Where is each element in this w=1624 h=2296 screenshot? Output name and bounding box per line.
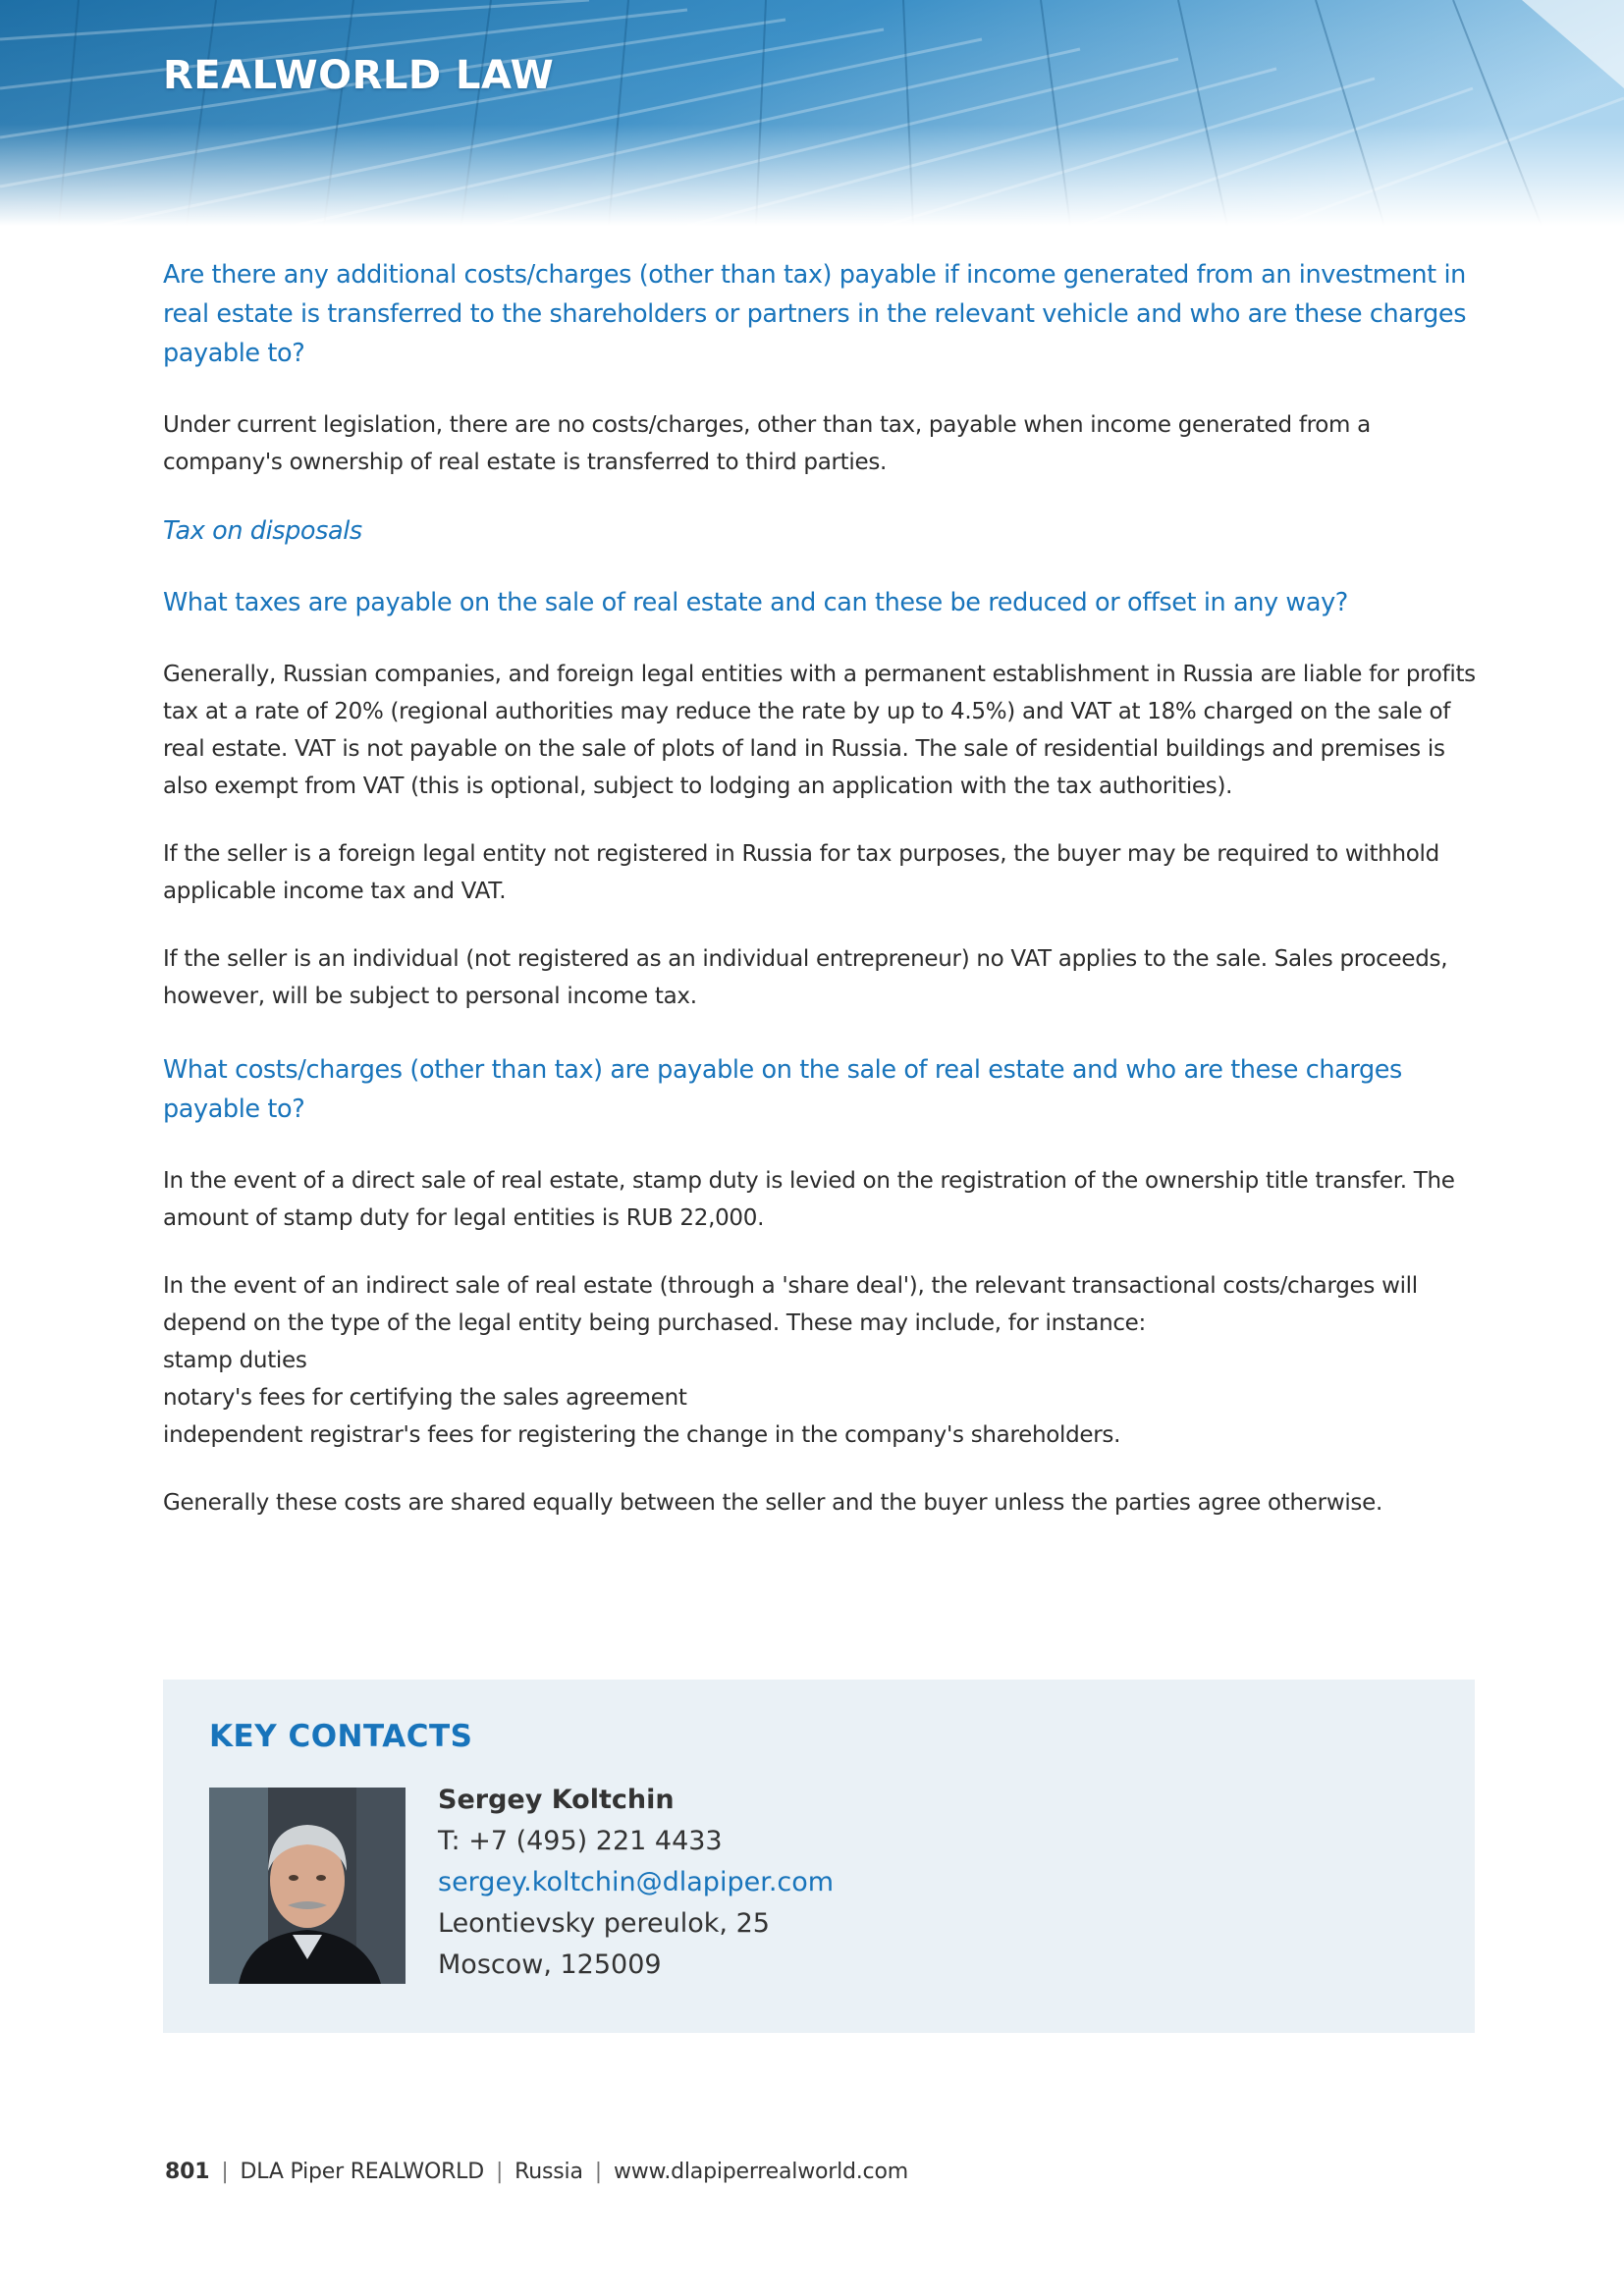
- footer-url-link[interactable]: www.dlapiperrealworld.com: [613, 2160, 908, 2184]
- section-subheading: Tax on disposals: [163, 516, 362, 546]
- paragraph-with-list: [163, 1267, 1479, 1454]
- paragraph: Generally these costs are shared equally between the seller and the buyer unless the parties agree otherwise.: [163, 1490, 1382, 1516]
- question-heading: What costs/charges (other than tax) are payable on the sale of real estate and who are these charges payable to?: [163, 1055, 1402, 1124]
- contact-photo: [209, 1788, 406, 1984]
- contact-phone: T: +7 (495) 221 4433: [438, 1826, 723, 1856]
- list-item: notary's fees for certifying the sales agreement: [163, 1385, 687, 1411]
- footer-brand: DLA Piper REALWORLD: [240, 2160, 484, 2184]
- paragraph: Generally, Russian companies, and foreign legal entities with a permanent establishment in Russia are liable for profits tax at a rate of 20% (regional authorities may reduce the rate by up to 4.5%) and VAT at 18% charged on the sale of real estate. VAT is not payable on the sale of plots of land in Russia. The sale of residential buildings and premises is also exempt from VAT (this is optional, subject to lodging an application with the tax authorities).: [163, 662, 1476, 799]
- contact-details: [438, 1780, 834, 1986]
- separator: |: [221, 2160, 229, 2184]
- contact-address-line: Moscow, 125009: [438, 1949, 662, 1980]
- paragraph-text: In the event of an indirect sale of real estate (through a 'share deal'), the relevant transactional costs/charges will depend on the type of the legal entity being purchased. These may include, for instance:: [163, 1273, 1418, 1336]
- paragraph: In the event of a direct sale of real estate, stamp duty is levied on the registration of the ownership title transfer. The amount of stamp duty for legal entities is RUB 22,000.: [163, 1168, 1455, 1231]
- contact-email-link[interactable]: sergey.koltchin@dlapiper.com: [438, 1867, 835, 1897]
- main-content: [163, 255, 1479, 1552]
- glass-building-image: [0, 0, 1624, 226]
- separator: |: [495, 2160, 504, 2184]
- question-heading: Are there any additional costs/charges (other than tax) payable if income generated from an investment in real estate is transferred to the shareholders or partners in the relevant vehicle and who are these charges payable to?: [163, 260, 1467, 368]
- paragraph: If the seller is a foreign legal entity not registered in Russia for tax purposes, the buyer may be required to withhold applicable income tax and VAT.: [163, 841, 1439, 904]
- key-contacts-heading: KEY CONTACTS: [209, 1719, 473, 1754]
- page-footer: [165, 2160, 908, 2184]
- paragraph: Under current legislation, there are no costs/charges, other than tax, payable when income generated from a company's ownership of real estate is transferred to third parties.: [163, 412, 1371, 475]
- header-banner: [0, 0, 1624, 226]
- banner-title: REALWORLD LAW: [163, 53, 555, 98]
- page-number: 801: [165, 2160, 210, 2184]
- question-heading: What taxes are payable on the sale of real estate and can these be reduced or offset in any way?: [163, 588, 1348, 617]
- footer-country: Russia: [514, 2160, 583, 2184]
- paragraph: If the seller is an individual (not registered as an individual entrepreneur) no VAT applies to the sale. Sales proceeds, however, will be subject to personal income tax.: [163, 946, 1448, 1009]
- contact-address-line: Leontievsky pereulok, 25: [438, 1908, 770, 1939]
- list-item: stamp duties: [163, 1348, 307, 1373]
- list-item: independent registrar's fees for registering the change in the company's shareholders.: [163, 1422, 1121, 1448]
- separator: |: [594, 2160, 602, 2184]
- key-contacts-box: [163, 1680, 1475, 2033]
- contact-name: Sergey Koltchin: [438, 1785, 675, 1815]
